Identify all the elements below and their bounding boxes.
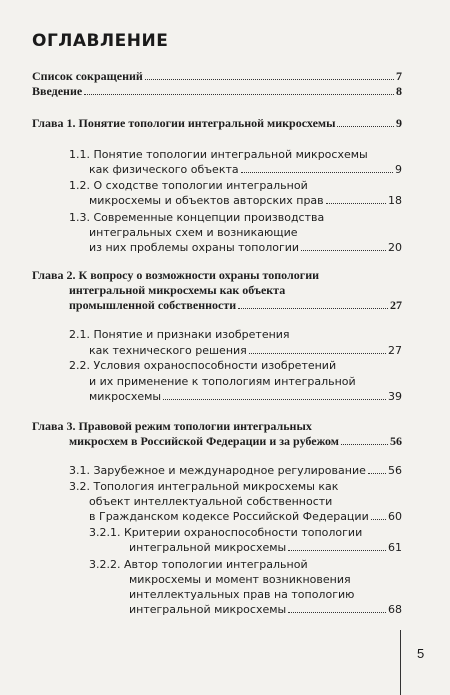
toc-entry-title: 1.1. Понятие топологии интегральной микросхемы xyxy=(69,148,368,161)
toc-entry-title: 3.2.1. Критерии охраноспособности топологии xyxy=(89,526,363,539)
page-number: 5 xyxy=(417,646,425,661)
toc-entry-title: 2.2. Условия охраноспособности изобретений xyxy=(69,359,337,372)
toc-entry-title: интегральных схем и возникающие xyxy=(89,226,298,239)
dot-leader xyxy=(241,162,393,173)
toc-entry-page: 60 xyxy=(388,510,402,523)
toc-entry xyxy=(69,463,402,478)
toc-entry xyxy=(69,210,402,225)
toc-entry xyxy=(32,419,402,434)
toc-entry-page: 9 xyxy=(396,116,402,130)
toc-entry xyxy=(129,572,402,587)
toc-entry xyxy=(89,225,402,240)
toc-entry xyxy=(89,162,402,177)
toc-entry-page: 18 xyxy=(388,194,402,207)
dot-leader xyxy=(163,389,386,400)
toc-entry xyxy=(129,602,402,617)
toc-entry-title: Глава 3. Правовой режим топологии интегральных xyxy=(32,419,312,433)
toc-entry xyxy=(69,178,402,193)
toc-entry xyxy=(69,283,402,298)
toc-entry-title: как физического объекта xyxy=(89,163,239,176)
toc-entry-page: 61 xyxy=(388,541,402,554)
dot-leader xyxy=(288,540,386,551)
toc-entry xyxy=(89,374,402,389)
toc-entry-title: Глава 1. Понятие топологии интегральной микросхемы xyxy=(32,116,336,130)
toc-entry-title: и их применение к топологиям интегральной xyxy=(89,375,356,388)
toc-entry xyxy=(89,193,402,208)
toc-entry xyxy=(89,240,402,255)
toc-entry-title: Список сокращений xyxy=(32,69,143,83)
toc-entry xyxy=(32,84,402,99)
toc-entry-title: 3.2.2. Автор топологии интегральной xyxy=(89,558,308,571)
folio-rule xyxy=(400,630,401,695)
toc-entry-page: 39 xyxy=(388,390,402,403)
dot-leader xyxy=(301,240,386,251)
toc-entry-title: Глава 2. К вопросу о возможности охраны топологии xyxy=(32,268,320,282)
toc-entry-title: интегральной микросхемы xyxy=(129,541,287,554)
toc-entry xyxy=(69,298,402,313)
toc-entry xyxy=(69,479,402,494)
toc-entry xyxy=(89,557,402,572)
dot-leader xyxy=(368,463,386,474)
toc-entry xyxy=(32,268,402,283)
toc-entry xyxy=(89,509,402,524)
toc-entry xyxy=(32,116,402,131)
toc-entry-title: интегральной микросхемы как объекта xyxy=(69,283,286,297)
toc-entry xyxy=(69,434,402,449)
toc-entry xyxy=(89,389,402,404)
dot-leader xyxy=(326,193,386,204)
toc-entry-title: микросхемы xyxy=(89,390,162,403)
toc-entry xyxy=(69,327,402,342)
toc-entry xyxy=(89,343,402,358)
toc-entry-page: 56 xyxy=(388,464,402,477)
toc-entry-title: 1.2. О сходстве топологии интегральной xyxy=(69,179,308,192)
dot-leader xyxy=(238,298,388,309)
toc-entry-page: 9 xyxy=(395,163,402,176)
toc-entry-page: 68 xyxy=(388,603,402,616)
toc-entry-title: из них проблемы охраны топологии xyxy=(89,241,300,254)
toc-entry-title: 1.3. Современные концепции производства xyxy=(69,211,325,224)
toc-entry-title: промышленной собственности xyxy=(69,298,237,312)
toc-entry-title: интеллектуальных прав на топологию xyxy=(129,588,355,601)
dot-leader xyxy=(341,434,388,445)
toc-entry-title: 2.1. Понятие и признаки изобретения xyxy=(69,328,290,341)
toc-entry-title: микросхемы и объектов авторских прав xyxy=(89,194,324,207)
toc-entry xyxy=(32,69,402,84)
dot-leader xyxy=(84,84,394,95)
toc-entry xyxy=(89,525,402,540)
toc-entry-title: 3.1. Зарубежное и международное регулирование xyxy=(69,464,366,477)
dot-leader xyxy=(337,116,394,127)
toc-entry-page: 20 xyxy=(388,241,402,254)
toc-entry-page: 8 xyxy=(396,84,402,98)
toc-entry-page: 7 xyxy=(396,69,402,83)
toc-entry-title: микросхем в Российской Федерации и за рубежом xyxy=(69,434,339,448)
toc-entry-title: Введение xyxy=(32,84,83,98)
toc-entry-title: 3.2. Топология интегральной микросхемы как xyxy=(69,480,339,493)
toc-entry xyxy=(129,587,402,602)
dot-leader xyxy=(371,509,386,520)
page-title: ОГЛАВЛЕНИЕ xyxy=(32,31,169,51)
toc-entry-title: интегральной микросхемы xyxy=(129,603,287,616)
toc-entry-page: 56 xyxy=(390,434,402,448)
toc-entry-title: объект интеллектуальной собственности xyxy=(89,495,333,508)
dot-leader xyxy=(288,602,386,613)
dot-leader xyxy=(145,69,394,80)
toc-entry xyxy=(89,494,402,509)
toc-entry-title: микросхемы и момент возникновения xyxy=(129,573,351,586)
toc-entry-page: 27 xyxy=(388,344,402,357)
toc-entry-title: в Гражданском кодексе Российской Федерации xyxy=(89,510,369,523)
toc-entry xyxy=(129,540,402,555)
toc-entry xyxy=(69,358,402,373)
dot-leader xyxy=(249,343,386,354)
toc-entry-page: 27 xyxy=(390,298,402,312)
toc-entry-title: как технического решения xyxy=(89,344,247,357)
toc-entry xyxy=(69,147,402,162)
